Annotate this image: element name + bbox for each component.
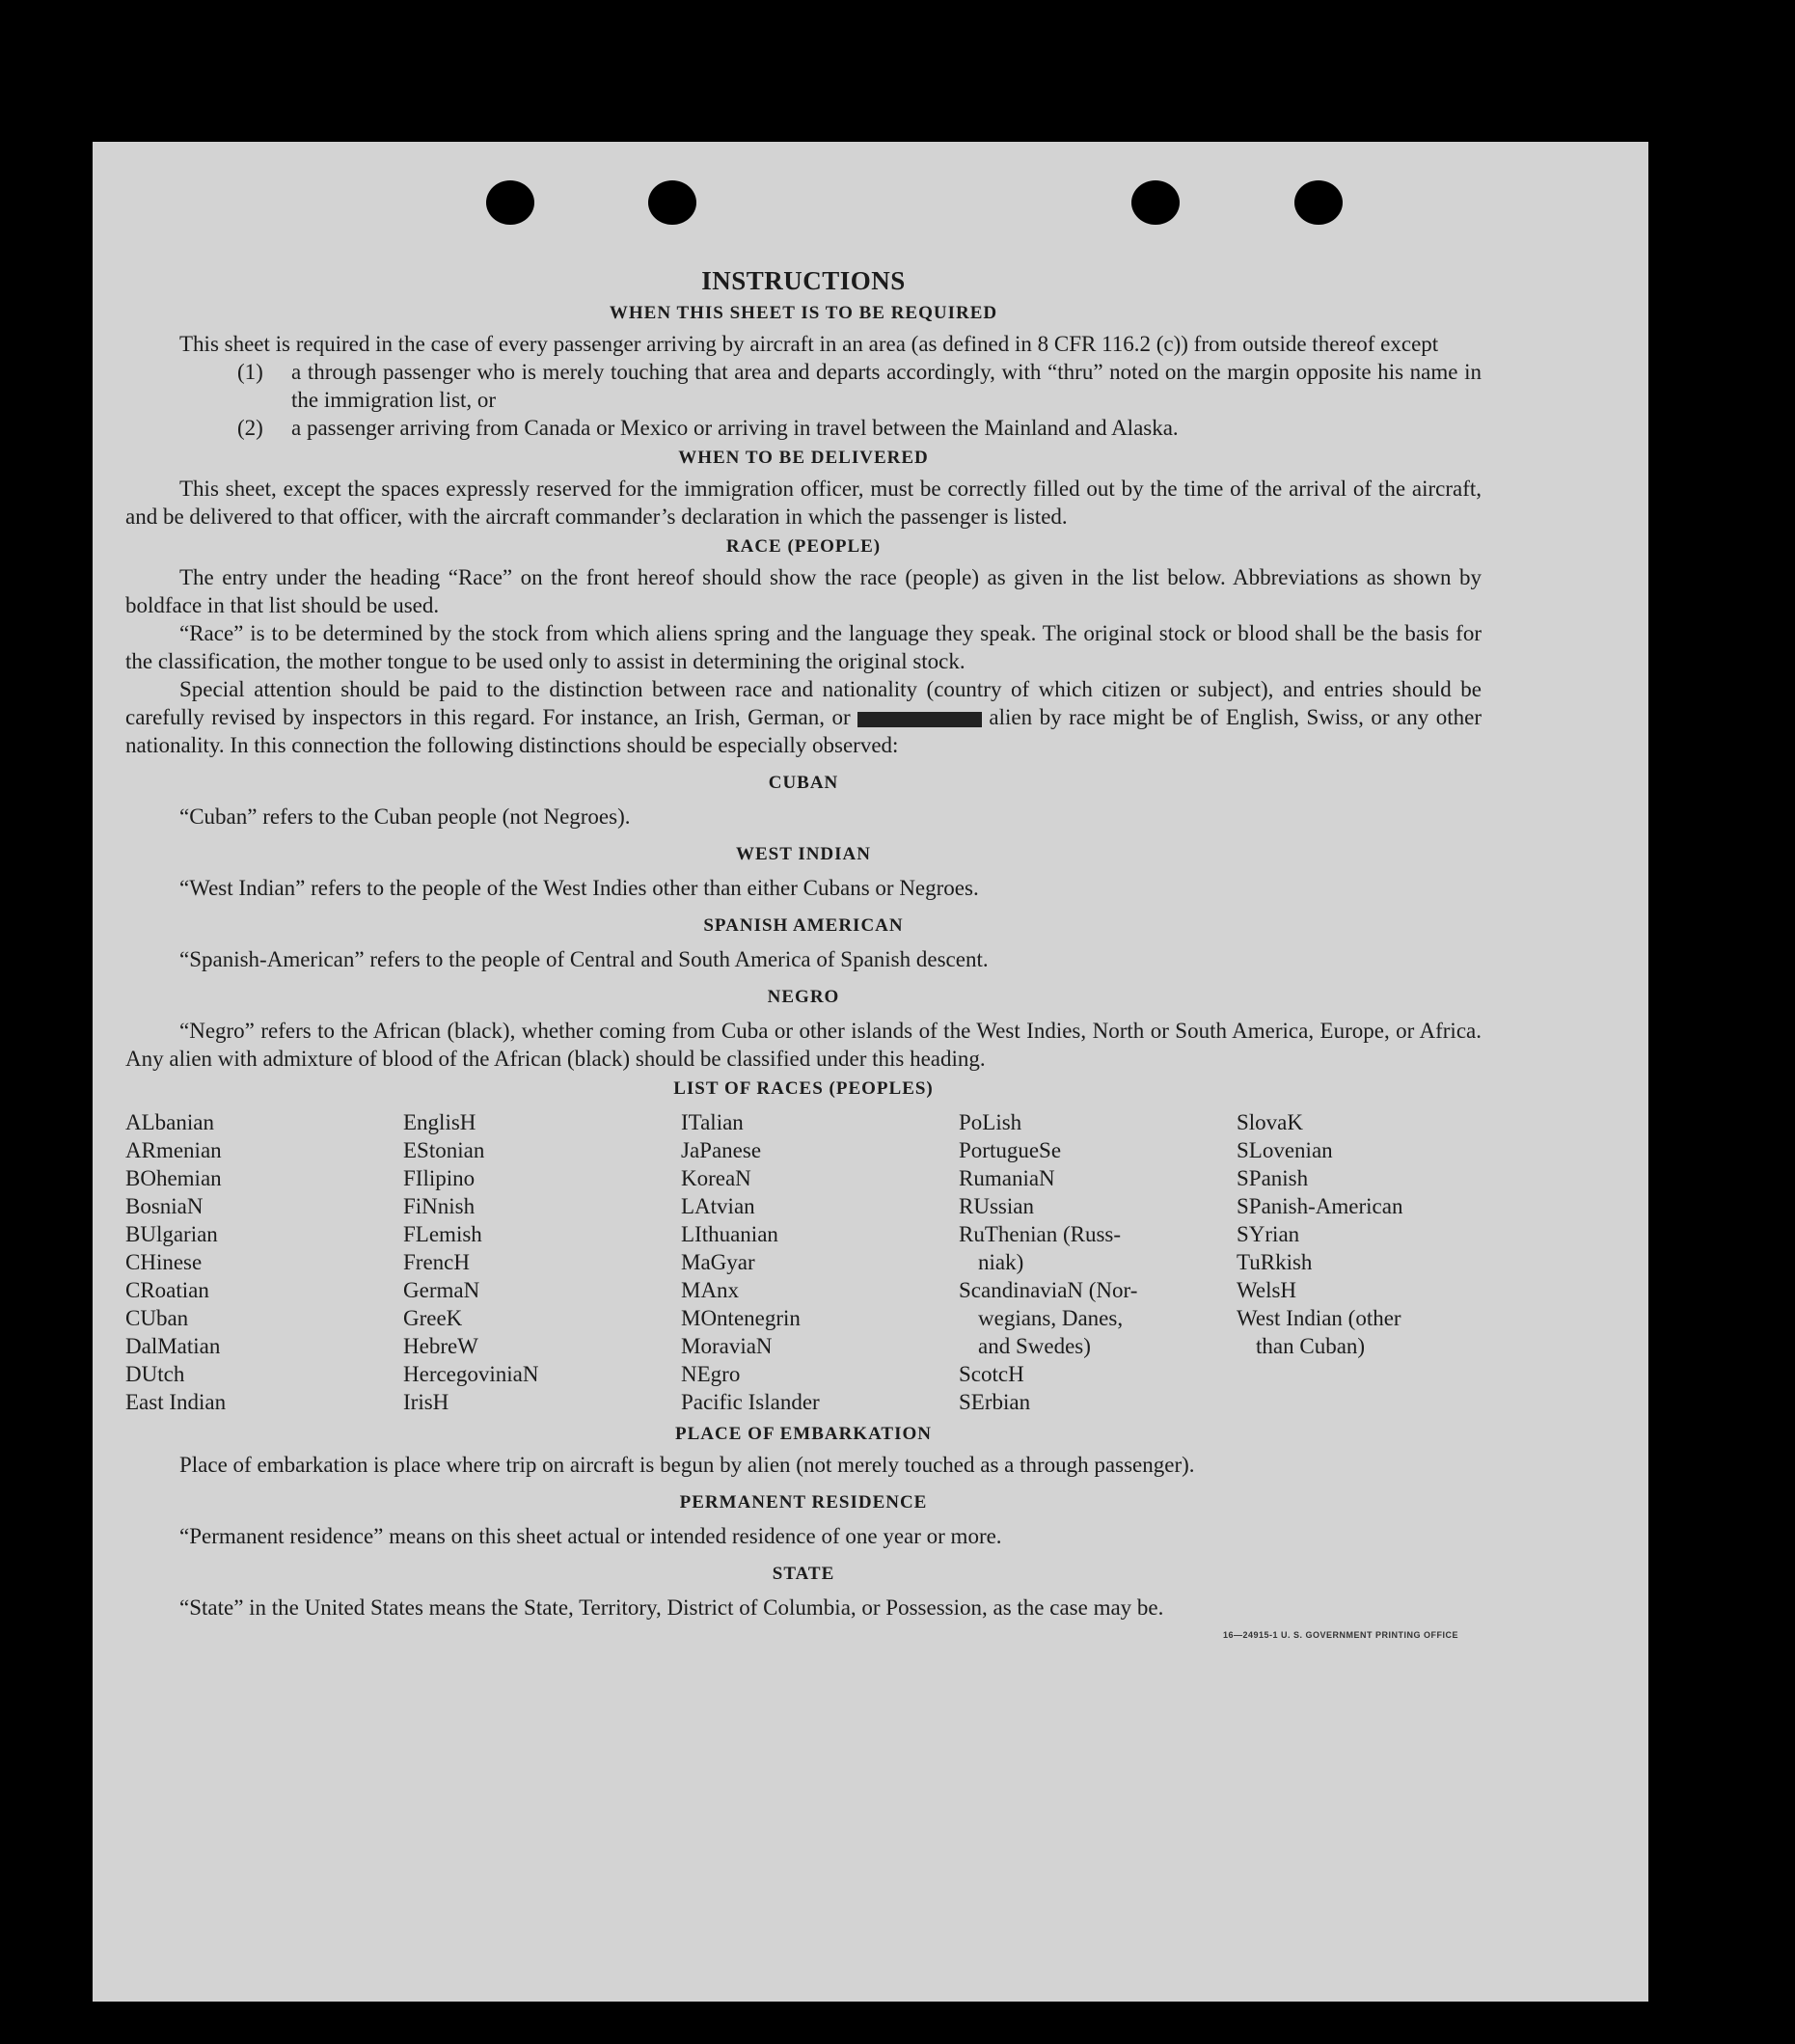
punch-hole — [1294, 180, 1343, 225]
race-entry: KoreaN — [681, 1166, 751, 1190]
race-entry: EStonian — [403, 1138, 485, 1162]
race-entry: MOntenegrin — [681, 1306, 801, 1330]
race-entry: SLovenian — [1237, 1138, 1333, 1162]
race-entry: GermaN — [403, 1278, 480, 1302]
race-entry: PortugueSe — [959, 1138, 1062, 1162]
footer — [125, 1622, 1482, 1653]
race-column — [959, 1108, 1237, 1416]
race-entry: RuThenian (Russ- — [959, 1222, 1122, 1246]
heading-race: RACE (PEOPLE) — [725, 536, 882, 557]
redacted-word — [857, 712, 982, 727]
race-entry: MoraviaN — [681, 1334, 773, 1358]
race-entry: SPanish — [1237, 1166, 1309, 1190]
exception-text: a through passenger who is merely touching that area and departs accordingly, with “thru” noted on the margin opposite his name in the immigration list, or — [291, 360, 1482, 412]
exception-number: (1) — [237, 360, 263, 384]
race-entry: NEgro — [681, 1362, 741, 1386]
race-entry: SYrian — [1237, 1222, 1300, 1246]
race-entry: wegians, Danes, — [978, 1306, 1124, 1330]
race-entry: ScotcH — [959, 1362, 1024, 1386]
race-entry: ALbanian — [125, 1110, 214, 1134]
heading-when-delivered: WHEN TO BE DELIVERED — [678, 448, 929, 468]
heading-permanent-residence: PERMANENT RESIDENCE — [679, 1492, 928, 1513]
race-entry: CHinese — [125, 1250, 203, 1274]
exception-number: (2) — [237, 416, 263, 440]
race-column — [125, 1108, 403, 1416]
punch-hole — [648, 180, 696, 225]
cuban-text: “Cuban” refers to the Cuban people (not Negroes). — [179, 804, 631, 829]
race-entry: ScandinaviaN (Nor- — [959, 1278, 1138, 1302]
race-paragraph-2: “Race” is to be determined by the stock from which aliens spring and the language they speak. The original stock or blood shall be the basis for the classification, the mother tongue to be used only to assist in determining the original stock. — [125, 621, 1482, 673]
heading-west-indian: WEST INDIAN — [736, 844, 871, 864]
race-entry: FLemish — [403, 1222, 482, 1246]
embarkation-text: Place of embarkation is place where trip on aircraft is begun by alien (not merely touched as a through passenger). — [179, 1453, 1195, 1477]
race-entry: TuRkish — [1237, 1250, 1313, 1274]
race-entry: EnglisH — [403, 1110, 476, 1134]
race-entry: RumaniaN — [959, 1166, 1055, 1190]
race-list — [125, 1108, 1482, 1416]
race-entry: SPanish-American — [1237, 1194, 1403, 1218]
race-entry: BosniaN — [125, 1194, 204, 1218]
heading-when-required: WHEN THIS SHEET IS TO BE REQUIRED — [609, 303, 998, 323]
race-column — [1237, 1108, 1487, 1416]
race-entry: BUlgarian — [125, 1222, 218, 1246]
race-entry: than Cuban) — [1256, 1334, 1366, 1358]
race-entry: DUtch — [125, 1362, 185, 1386]
race-entry: LIthuanian — [681, 1222, 778, 1246]
race-entry: WelsH — [1237, 1278, 1297, 1302]
race-entry: SlovaK — [1237, 1110, 1303, 1134]
race-column — [681, 1108, 959, 1416]
residence-text: “Permanent residence” means on this sheet actual or intended residence of one year or more. — [179, 1524, 1002, 1548]
heading-negro: NEGRO — [767, 987, 840, 1007]
race-entry: ARmenian — [125, 1138, 222, 1162]
required-intro: This sheet is required in the case of every passenger arriving by aircraft in an area (as defined in 8 CFR 116.2 (c)) from outside thereof except — [179, 332, 1439, 356]
race-entry: HebreW — [403, 1334, 478, 1358]
document-sheet — [93, 142, 1648, 2002]
exception-item — [125, 414, 1482, 442]
race-entry: PoLish — [959, 1110, 1022, 1134]
heading-cuban: CUBAN — [768, 773, 839, 793]
instructions-body — [125, 267, 1482, 1653]
race-entry: Pacific Islander — [681, 1390, 820, 1414]
race-entry: LAtvian — [681, 1194, 755, 1218]
race-entry: niak) — [978, 1250, 1024, 1274]
punch-hole — [1131, 180, 1180, 225]
race-paragraph-3-start: Special attention should be paid to the distinction between race and nationality (country of which citizen or subject), and entries should be carefully revised by inspectors in this regard. For instance, an Irish, German, or — [125, 677, 1482, 729]
race-entry: FiNnish — [403, 1194, 476, 1218]
race-paragraph-3 — [125, 675, 1482, 759]
punch-hole — [486, 180, 534, 225]
negro-text: “Negro” refers to the African (black), whether coming from Cuba or other islands of the West Indies, North or South America, Europe, or Africa. Any alien with admixture of blood of the African (black) should be classified under this heading. — [125, 1019, 1482, 1071]
race-paragraph-1: The entry under the heading “Race” on the front hereof should show the race (people) as given in the list below. Abbreviations as shown by boldface in that list should be used. — [125, 565, 1482, 617]
race-entry: GreeK — [403, 1306, 463, 1330]
heading-state: STATE — [772, 1564, 835, 1584]
exception-text: a passenger arriving from Canada or Mexico or arriving in travel between the Mainland and Alaska. — [291, 416, 1179, 440]
race-paragraph-3-end: alien by race might be of English, Swiss, or any other nationality. In this connection the following distinctions should be especially observed: — [125, 705, 1482, 757]
delivered-text: This sheet, except the spaces expressly reserved for the immigration officer, must be correctly filled out by the time of the arrival of the aircraft, and be delivered to that officer, with the aircraft commander’s declaration in which the passenger is listed. — [125, 477, 1482, 529]
race-entry: East Indian — [125, 1390, 227, 1414]
page-title: INSTRUCTIONS — [701, 266, 906, 295]
race-entry: MAnx — [681, 1278, 740, 1302]
race-entry: BOhemian — [125, 1166, 222, 1190]
state-text: “State” in the United States means the State, Territory, District of Columbia, or Possession, as the case may be. — [179, 1595, 1164, 1620]
race-entry: SErbian — [959, 1390, 1031, 1414]
race-entry: West Indian (other — [1237, 1306, 1401, 1330]
race-entry: ITalian — [681, 1110, 744, 1134]
race-entry: MaGyar — [681, 1250, 755, 1274]
spanish-american-text: “Spanish-American” refers to the people of Central and South America of Spanish descent. — [179, 947, 989, 971]
race-entry: DalMatian — [125, 1334, 221, 1358]
race-entry: HercegoviniaN — [403, 1362, 539, 1386]
race-entry: CUban — [125, 1306, 189, 1330]
heading-place-of-embarkation: PLACE OF EMBARKATION — [675, 1424, 932, 1444]
exception-item — [125, 358, 1482, 414]
race-entry: RUssian — [959, 1194, 1034, 1218]
race-entry: CRoatian — [125, 1278, 209, 1302]
race-entry: FIlipino — [403, 1166, 476, 1190]
race-column — [403, 1108, 681, 1416]
race-entry: and Swedes) — [978, 1334, 1091, 1358]
heading-spanish-american: SPANISH AMERICAN — [703, 915, 904, 936]
race-entry: IrisH — [403, 1390, 449, 1414]
race-entry: JaPanese — [681, 1138, 762, 1162]
race-entry: FrencH — [403, 1250, 470, 1274]
printing-office-note: 16—24915-1 U. S. GOVERNMENT PRINTING OFFICE — [1222, 1630, 1458, 1640]
west-indian-text: “West Indian” refers to the people of the West Indies other than either Cubans or Negroes. — [179, 876, 979, 900]
heading-list-of-races: LIST OF RACES (PEOPLES) — [673, 1078, 934, 1099]
